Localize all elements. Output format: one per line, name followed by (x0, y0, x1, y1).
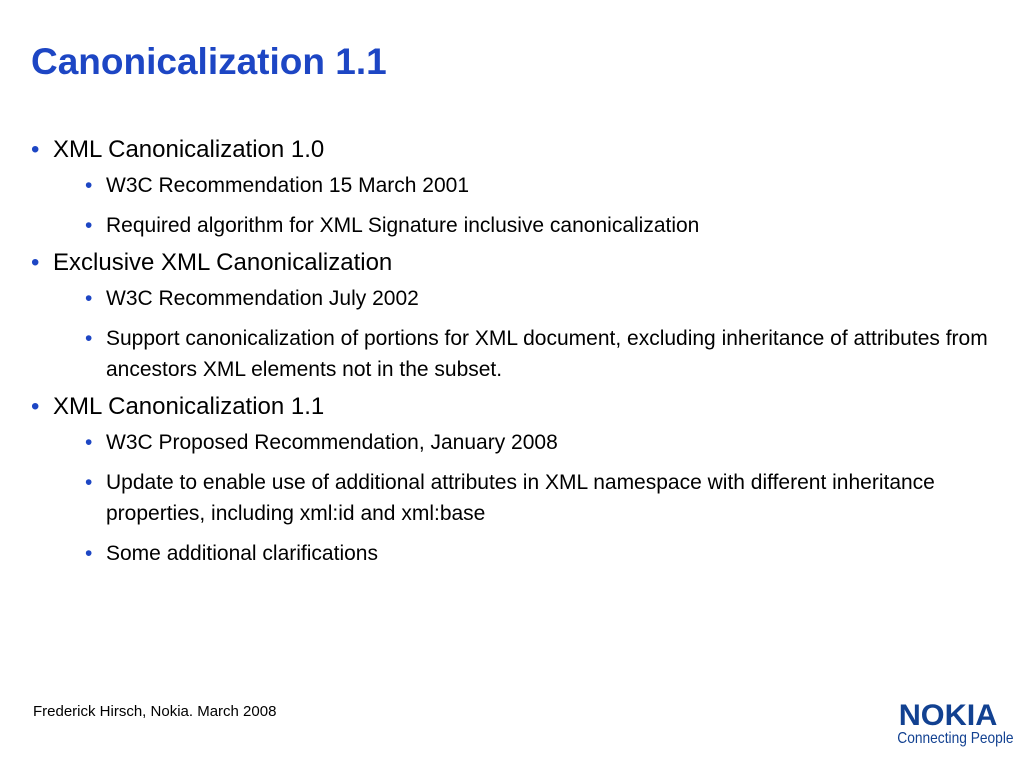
sub-bullet-item-3-2 (31, 467, 991, 529)
sub-bullet-item-3-3 (31, 538, 991, 569)
sub-bullet-item-1-2 (31, 210, 991, 241)
sub-bullet-text: W3C Recommendation July 2002 (106, 287, 419, 310)
nokia-logo (889, 699, 1014, 748)
bullet-item-1 (31, 134, 991, 166)
bullet-icon: • (85, 327, 93, 350)
bullet-icon: • (85, 471, 93, 494)
bullet-item-3 (31, 391, 991, 423)
bullet-item-2 (31, 247, 991, 279)
sub-bullet-text: W3C Recommendation 15 March 2001 (106, 174, 470, 197)
footer-credit: Frederick Hirsch, Nokia. March 2008 (33, 703, 277, 720)
slide-title: Canonicalization 1.1 (31, 41, 387, 82)
bullet-text: Exclusive XML Canonicalization (53, 249, 393, 276)
bullet-text: XML Canonicalization 1.1 (53, 393, 325, 420)
bullet-text: XML Canonicalization 1.0 (53, 136, 325, 163)
sub-bullet-text: Support canonicalization of portions for XML document, excluding inheritance of attributes from ancestors XML elements not in the subset. (106, 327, 988, 381)
sub-bullet-text: Some additional clarifications (106, 542, 378, 565)
bullet-icon: • (85, 214, 93, 237)
sub-bullet-text: W3C Proposed Recommendation, January 2008 (106, 431, 558, 454)
bullet-icon: • (85, 542, 93, 565)
bullet-icon: • (31, 393, 40, 420)
sub-bullet-item-2-2 (31, 323, 991, 385)
bullet-icon: • (85, 287, 93, 310)
sub-bullet-item-1-1 (31, 170, 991, 201)
bullet-icon: • (31, 249, 40, 276)
logo-tagline: Connecting People (897, 730, 1014, 747)
bullet-icon: • (85, 174, 93, 197)
bullet-icon: • (31, 136, 40, 163)
logo-wordmark: NOKIA (898, 699, 998, 732)
bullet-icon: • (85, 431, 93, 454)
sub-bullet-text: Update to enable use of additional attributes in XML namespace with different inheritance properties, including xml:id and xml:base (106, 471, 935, 525)
sub-bullet-text: Required algorithm for XML Signature inclusive canonicalization (106, 214, 700, 237)
bullet-list (31, 134, 991, 578)
sub-bullet-item-3-1 (31, 427, 991, 458)
sub-bullet-item-2-1 (31, 283, 991, 314)
